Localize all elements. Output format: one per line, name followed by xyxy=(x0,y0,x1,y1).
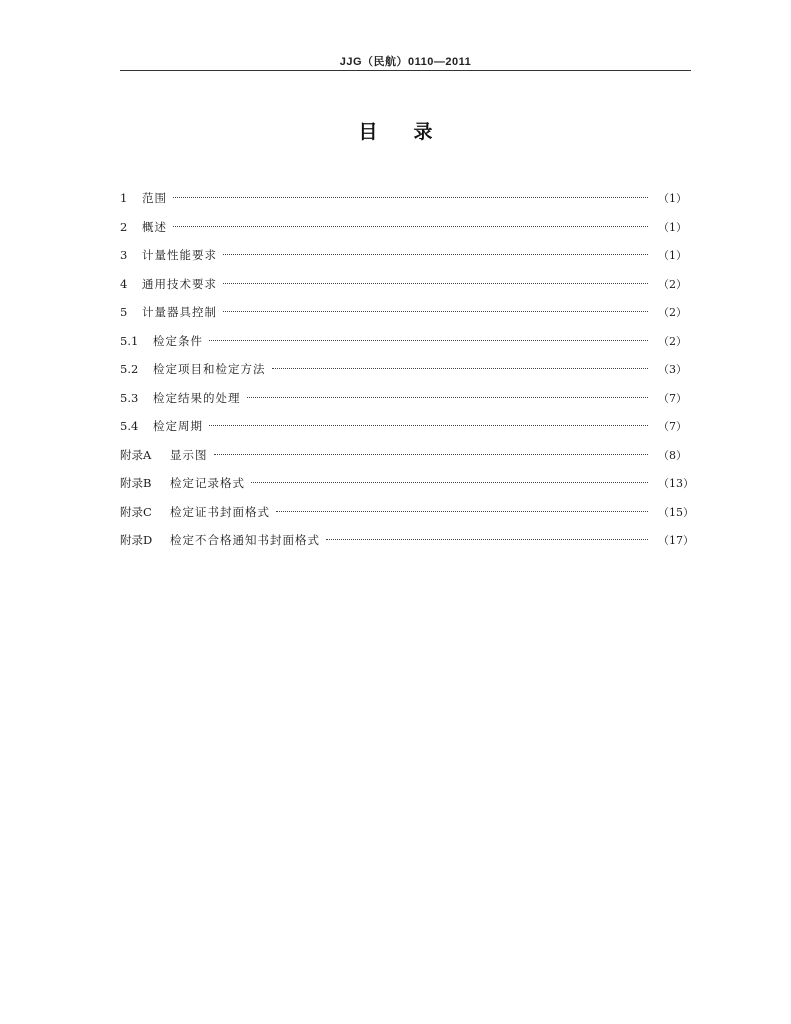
toc-dot-leader xyxy=(173,226,648,227)
toc-dot-leader xyxy=(276,511,648,512)
table-of-contents xyxy=(120,190,694,561)
toc-entry-title: 计量器具控制 xyxy=(142,305,217,319)
toc-entry[interactable] xyxy=(120,190,686,219)
toc-entry-page: （13） xyxy=(658,477,694,490)
toc-dot-leader xyxy=(251,482,648,483)
toc-entry[interactable] xyxy=(120,219,686,248)
toc-entry-page: （3） xyxy=(658,363,687,376)
toc-entry-title: 概述 xyxy=(142,219,167,234)
toc-entry-number: 附录A xyxy=(120,447,152,462)
toc-entry-title: 计量性能要求 xyxy=(142,248,217,262)
toc-entry[interactable] xyxy=(120,418,686,447)
toc-dot-leader xyxy=(173,197,648,198)
toc-entry[interactable] xyxy=(120,504,694,533)
toc-entry-title: 范围 xyxy=(142,191,167,205)
toc-entry-title: 检定结果的处理 xyxy=(153,390,241,405)
toc-entry-number: 5.2 xyxy=(120,362,139,376)
toc-dot-leader xyxy=(326,539,648,540)
toc-entry-title: 检定证书封面格式 xyxy=(170,504,270,519)
toc-entry-number: 2 xyxy=(120,219,128,234)
header-rule xyxy=(120,70,691,71)
toc-entry-page: （2） xyxy=(658,306,687,319)
toc-dot-leader xyxy=(209,340,648,341)
toc-dot-leader xyxy=(223,283,648,284)
toc-entry-number: 附录B xyxy=(120,476,152,490)
toc-entry-title: 检定项目和检定方法 xyxy=(153,362,266,376)
toc-entry-title: 检定条件 xyxy=(153,333,203,348)
toc-entry-number: 5 xyxy=(120,305,128,319)
toc-entry-title: 通用技术要求 xyxy=(142,276,217,291)
toc-entry-page: （2） xyxy=(658,277,687,291)
toc-entry[interactable] xyxy=(120,333,686,362)
toc-entry[interactable] xyxy=(120,304,686,333)
toc-dot-leader xyxy=(272,368,649,369)
toc-entry-page: （1） xyxy=(658,192,687,205)
toc-entry-number: 5.3 xyxy=(120,390,139,405)
toc-dot-leader xyxy=(214,454,649,455)
toc-entry-number: 3 xyxy=(120,248,128,262)
toc-entry[interactable] xyxy=(120,361,686,390)
toc-entry-number: 附录C xyxy=(120,504,152,519)
document-code-header: JJG（民航）0110—2011 xyxy=(339,56,472,68)
toc-dot-leader xyxy=(223,254,648,255)
toc-entry-page: （2） xyxy=(658,334,687,348)
toc-entry-page: （1） xyxy=(658,220,687,234)
toc-title: 目录 xyxy=(358,121,469,143)
toc-entry-number: 4 xyxy=(120,276,128,291)
toc-entry-page: （7） xyxy=(658,420,687,433)
toc-entry-number: 1 xyxy=(120,191,128,205)
toc-entry-title: 检定不合格通知书封面格式 xyxy=(170,533,320,547)
toc-entry[interactable] xyxy=(120,532,694,561)
toc-entry-page: （15） xyxy=(658,505,694,519)
toc-dot-leader xyxy=(223,311,648,312)
toc-entry-page: （8） xyxy=(658,448,687,462)
toc-entry[interactable] xyxy=(120,247,686,276)
toc-entry-number: 5.1 xyxy=(120,333,139,348)
toc-entry-title: 检定周期 xyxy=(153,419,203,433)
toc-entry-page: （17） xyxy=(658,534,694,547)
toc-entry[interactable] xyxy=(120,447,686,476)
toc-entry-number: 5.4 xyxy=(120,419,139,433)
toc-entry-page: （7） xyxy=(658,391,687,405)
toc-dot-leader xyxy=(247,397,649,398)
toc-entry[interactable] xyxy=(120,475,694,504)
toc-entry-number: 附录D xyxy=(120,533,153,547)
toc-entry-title: 显示图 xyxy=(170,447,208,462)
toc-entry-page: （1） xyxy=(658,249,687,262)
toc-entry[interactable] xyxy=(120,276,686,305)
toc-entry-title: 检定记录格式 xyxy=(170,476,245,490)
toc-entry[interactable] xyxy=(120,390,686,419)
toc-dot-leader xyxy=(209,425,648,426)
